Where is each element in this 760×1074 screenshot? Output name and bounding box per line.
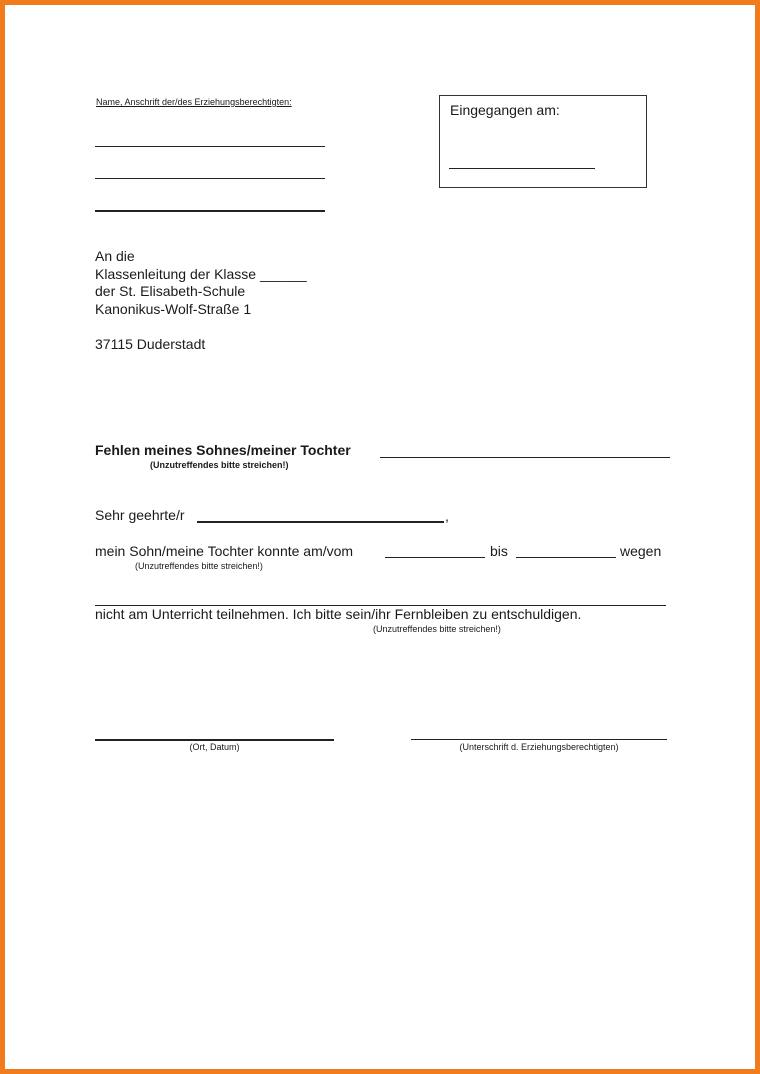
- body-text-line-2: nicht am Unterricht teilnehmen. Ich bitte sein/ihr Fernbleiben zu entschuldigen.: [95, 606, 582, 622]
- recipient-city: 37115 Duderstadt: [95, 336, 206, 352]
- sender-name-line[interactable]: [95, 146, 325, 147]
- salutation-text: Sehr geehrte/r: [95, 507, 185, 523]
- subject-child-name-line[interactable]: [380, 457, 670, 458]
- subject-heading: Fehlen meines Sohnes/meiner Tochter: [95, 442, 351, 458]
- subject-note: (Unzutreffendes bitte streichen!): [150, 460, 289, 470]
- body-note-1: (Unzutreffendes bitte streichen!): [135, 561, 263, 571]
- place-date-line[interactable]: [95, 739, 334, 741]
- body-note-2: (Unzutreffendes bitte streichen!): [373, 624, 501, 634]
- sender-city-line[interactable]: [95, 210, 325, 212]
- recipient-line-3: der St. Elisabeth-Schule: [95, 283, 246, 299]
- body-text-bis: bis: [490, 543, 508, 559]
- recipient-line-4: Kanonikus-Wolf-Straße 1: [95, 300, 252, 317]
- place-date-caption: (Ort, Datum): [189, 742, 240, 752]
- absence-to-date-line[interactable]: [516, 557, 616, 558]
- sender-street-line[interactable]: [95, 178, 325, 179]
- recipient-line-2: Klassenleitung der Klasse ______: [95, 265, 307, 282]
- signature-caption: (Unterschrift d. Erziehungsberechtigten): [459, 742, 619, 752]
- received-box: [439, 95, 647, 188]
- body-text-start: mein Sohn/meine Tochter konnte am/vom: [95, 543, 354, 559]
- absence-from-date-line[interactable]: [385, 557, 485, 558]
- recipient-line-1: An die: [95, 248, 135, 264]
- sender-label: Name, Anschrift der/des Erziehungsberechtigten:: [96, 97, 292, 107]
- salutation-name-line[interactable]: [197, 521, 444, 523]
- salutation-comma: ,: [445, 508, 449, 524]
- received-label: Eingegangen am:: [450, 102, 560, 118]
- signature-line[interactable]: [411, 739, 667, 740]
- received-date-line[interactable]: [449, 168, 595, 169]
- recipient-address: [95, 248, 307, 318]
- body-text-wegen: wegen: [620, 543, 662, 559]
